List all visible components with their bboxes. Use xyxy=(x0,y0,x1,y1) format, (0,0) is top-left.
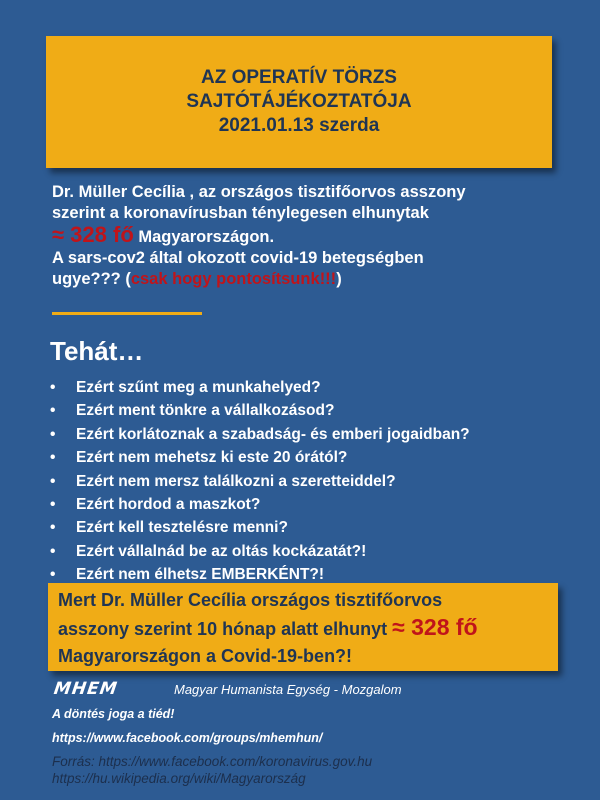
intro-line-5-pre: ugye??? ( xyxy=(52,270,131,288)
list-item xyxy=(50,516,470,539)
list-item xyxy=(50,446,470,469)
bullet-icon: • xyxy=(50,495,56,513)
list-item-text: Ezért nem mehetsz ki este 20 órától? xyxy=(76,449,348,467)
intro-paragraph xyxy=(52,182,572,290)
intro-line-5-post: ) xyxy=(336,270,342,288)
list-item-text: Ezért hordod a maszkot? xyxy=(76,495,261,513)
conclusion-line-1: Mert Dr. Müller Cecília országos tisztifőorvos xyxy=(58,590,443,610)
bullet-icon: • xyxy=(50,449,56,467)
bullet-icon: • xyxy=(50,379,56,396)
bullet-icon: • xyxy=(50,472,56,490)
facebook-group-link[interactable]: https://www.facebook.com/groups/mhemhun/ xyxy=(52,731,323,745)
source-block xyxy=(52,753,372,787)
list-item-text: Ezért szűnt meg a munkahelyed? xyxy=(76,379,321,396)
intro-country: Magyarországon. xyxy=(133,228,275,246)
conclusion-line-2-text: asszony szerint 10 hónap alatt elhunyt xyxy=(58,619,393,639)
question-list xyxy=(50,376,470,587)
list-item xyxy=(50,493,470,516)
title-line-1: AZ OPERATÍV TÖRZS xyxy=(201,67,397,88)
conclusion-line-2 xyxy=(58,614,548,643)
list-item-text: Ezért korlátoznak a szabadság- és emberi jogaidban? xyxy=(76,425,470,443)
intro-line-4: A sars-cov2 által okozott covid-19 betegségben xyxy=(52,249,424,267)
mhem-logo: MHEM xyxy=(52,679,120,699)
source-link-wikipedia[interactable]: https://hu.wikipedia.org/wiki/Magyarország xyxy=(52,771,306,786)
list-item xyxy=(50,376,470,399)
conclusion-box xyxy=(48,583,558,671)
title-date: 2021.01.13 szerda xyxy=(218,115,380,136)
intro-line-3 xyxy=(52,224,572,248)
source-link-facebook[interactable]: Forrás: https://www.facebook.com/koronavirus.gov.hu xyxy=(52,754,373,769)
section-heading: Tehát… xyxy=(50,336,144,366)
list-item-text: Ezért vállalnád be az oltás kockázatát?! xyxy=(76,542,367,560)
bullet-icon: • xyxy=(50,402,56,420)
bullet-icon: • xyxy=(50,566,56,584)
intro-line-5 xyxy=(52,269,572,290)
divider-line xyxy=(52,312,202,315)
list-item xyxy=(50,470,470,493)
conclusion-line-3: Magyarországon a Covid-19-ben?! xyxy=(58,646,353,666)
intro-line-1: Dr. Müller Cecília , az országos tisztifőorvos asszony xyxy=(52,183,466,201)
bullet-icon: • xyxy=(50,542,56,560)
title-line-2: SAJTÓTÁJÉKOZTATÓJA xyxy=(186,91,412,112)
organization-name: Magyar Humanista Egység - Mozgalom xyxy=(174,682,402,697)
bullet-icon: • xyxy=(50,425,56,443)
intro-line-2: szerint a koronavírusban ténylegesen elhunytak xyxy=(52,204,429,222)
title-box xyxy=(46,36,552,168)
list-item xyxy=(50,540,470,563)
list-item-text: Ezért kell tesztelésre menni? xyxy=(76,519,288,537)
decision-slogan: A döntés joga a tiéd! xyxy=(52,707,175,721)
list-item xyxy=(50,423,470,446)
list-item-text: Ezért ment tönkre a vállalkozásod? xyxy=(76,402,335,420)
list-item-text: Ezért nem élhetsz EMBERKÉNT?! xyxy=(76,566,325,584)
death-count: ≈ 328 fő xyxy=(52,222,134,247)
bullet-icon: • xyxy=(50,519,56,537)
list-item-text: Ezért nem mersz találkozni a szeretteiddel? xyxy=(76,472,396,490)
intro-emphasis: csak hogy pontosítsunk!!! xyxy=(130,270,337,288)
conclusion-death-count: ≈ 328 fő xyxy=(392,614,478,640)
list-item xyxy=(50,399,470,422)
